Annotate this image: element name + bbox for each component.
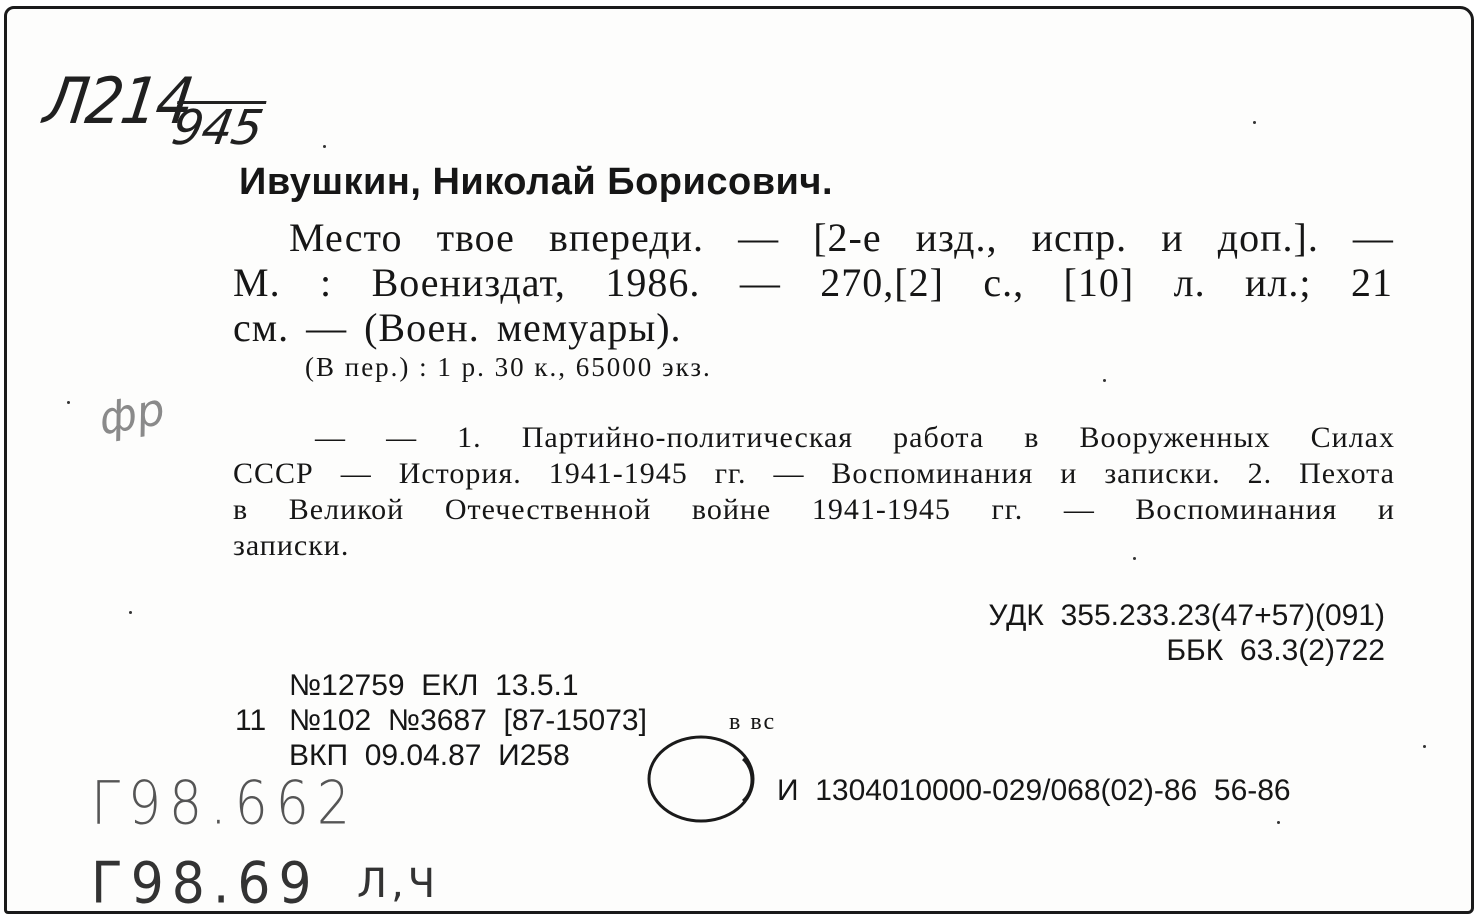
stamp-circle — [643, 729, 773, 829]
bbk-code: ББК 63.3(2)722 — [1166, 634, 1385, 667]
subjects-line-3 — [233, 493, 1395, 527]
speck — [323, 145, 326, 148]
subjects-word: 2. — [1247, 457, 1273, 490]
description-word: 21 — [1350, 260, 1393, 305]
description-word: твое — [436, 215, 515, 260]
description-word: и — [1161, 215, 1184, 260]
subjects-word: гг. — [714, 457, 747, 490]
tech-line-3: ВКП 09.04.87 И258 — [289, 739, 570, 772]
tech-line-1: №12759 ЕКЛ 13.5.1 — [289, 669, 579, 702]
description-word: доп.]. — [1217, 215, 1319, 260]
subjects-word: 1. — [457, 421, 482, 454]
description-word: — — [1352, 215, 1394, 260]
description-word: : — [320, 260, 333, 305]
subjects-word: гг. — [991, 493, 1024, 526]
subjects-word: и — [1060, 457, 1078, 490]
subjects-word: СССР — [233, 457, 314, 490]
speck — [1133, 557, 1136, 560]
subjects-word: Воспоминания — [1135, 493, 1338, 526]
description-word: [2-е — [813, 215, 882, 260]
subjects-word: Партийно-политическая — [521, 421, 854, 454]
shelf-mark-sub: 945 — [167, 100, 267, 156]
subjects-word: История. — [398, 457, 522, 490]
catalog-card — [4, 6, 1474, 917]
subjects-line-1 — [315, 421, 1395, 455]
description-word: М. — [233, 260, 281, 305]
description-word: с., — [983, 260, 1025, 305]
speck — [1253, 121, 1256, 124]
subjects-word: и — [1377, 493, 1395, 526]
description-word: испр. — [1031, 215, 1128, 260]
price-line: (В пер.) : 1 р. 30 к., 65000 экз. — [305, 352, 712, 382]
speck — [1277, 821, 1280, 824]
description-line-2 — [233, 259, 1393, 306]
description-word: Место — [289, 215, 403, 260]
subjects-line-4: записки. — [233, 529, 350, 562]
description-word: изд., — [915, 215, 998, 260]
description-word: [10] — [1063, 260, 1135, 305]
handwritten-code-1: Г98.662 — [91, 769, 358, 839]
author-heading: Ивушкин, Николай Борисович. — [239, 161, 834, 203]
subjects-word: — — [315, 421, 346, 454]
description-word: впереди. — [549, 215, 705, 260]
description-line-1 — [289, 214, 1394, 261]
description-word: 1986. — [605, 260, 701, 305]
speck — [1103, 379, 1106, 382]
description-word: — — [739, 260, 781, 305]
tech-suffix: в вс — [729, 709, 777, 735]
speck — [67, 401, 70, 404]
subjects-word: работа — [893, 421, 985, 454]
description-line-3: см. — (Воен. мемуары). — [233, 305, 682, 350]
subjects-word: записки. — [1104, 457, 1221, 490]
subjects-word: — — [1063, 493, 1095, 526]
description-word: л. — [1173, 260, 1206, 305]
subjects-word: Великой — [288, 493, 405, 526]
subjects-word: 1941-1945 — [548, 457, 688, 490]
handwritten-suffix: Л,Ч — [357, 861, 440, 907]
description-word: 270,[2] — [820, 260, 944, 305]
tech-prefix: 11 — [235, 704, 267, 737]
description-word: ил.; — [1245, 260, 1312, 305]
subjects-word: Воспоминания — [831, 457, 1034, 490]
subjects-word: Вооруженных — [1079, 421, 1271, 454]
speck — [129, 611, 132, 614]
subjects-line-2 — [233, 457, 1395, 491]
description-word: Воениздат, — [371, 260, 566, 305]
handwritten-mark: фр — [95, 383, 169, 446]
subjects-word: — — [773, 457, 805, 490]
subjects-word: в — [1024, 421, 1040, 454]
description-word: — — [738, 215, 780, 260]
subjects-word: — — [340, 457, 372, 490]
handwritten-code-2: Г98.69 — [91, 851, 320, 917]
subjects-word: Отечественной — [444, 493, 652, 526]
subjects-word: Силах — [1310, 421, 1395, 454]
tech-line-2: №102 №3687 [87-15073] — [289, 704, 647, 737]
subjects-word: 1941-1945 — [811, 493, 951, 526]
subjects-word: в — [233, 493, 249, 526]
subjects-word: — — [386, 421, 418, 454]
subjects-word: Пехота — [1299, 457, 1395, 490]
index-code: И 1304010000-029/068(02)-86 56-86 — [777, 774, 1291, 807]
speck — [1423, 745, 1426, 748]
shelf-mark: Л214 — [39, 63, 197, 139]
subjects-word: войне — [691, 493, 772, 526]
udk-code: УДК 355.233.23(47+57)(091) — [988, 599, 1385, 632]
